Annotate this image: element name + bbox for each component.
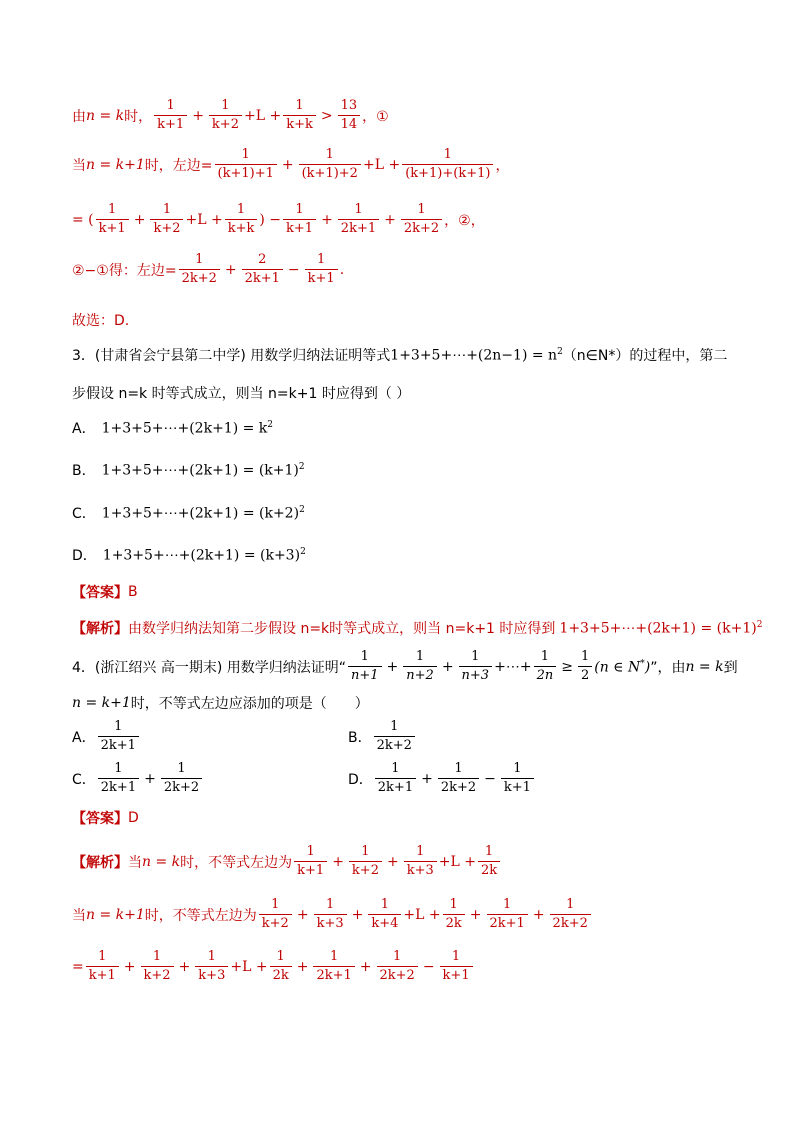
fraction: $\frac{1}{k+1}$ [440, 950, 473, 984]
fraction: $\frac{13}{14}$ [338, 99, 361, 133]
fraction: $\frac{1}{2k+1}$ [375, 762, 416, 796]
option-label: A． [72, 729, 96, 746]
math: n = k+1 [86, 156, 145, 173]
ellipsis: +L + [403, 906, 441, 923]
option-a[interactable] [72, 720, 141, 754]
fraction: $\frac{1}{2k+2}$ [438, 762, 479, 796]
fraction: $\frac{1}{2k+1}$ [487, 898, 528, 932]
fraction: $\frac{1}{(k+1)+(k+1)}$ [402, 148, 493, 182]
math: n = k [685, 658, 724, 675]
fraction: $\frac{1}{2k+2}$ [550, 898, 591, 932]
option-expr: 1+3+5+⋯+(2k+1) = $(k+1)^2$ [101, 461, 305, 479]
math: n = k [86, 107, 125, 124]
text: 当 [72, 907, 86, 924]
solution-line-3: = ( $\frac{1}{k+1}$ + $\frac{1}{k+2}$ +L + $\frac{1}{k+k}$ ) − $\frac{1}{k+1}$ + $\frac{1}{2k+1}$ + $\frac{1}{2k+2}$ ，②， [72, 202, 485, 236]
math: n = k [142, 853, 181, 870]
text: 3．(甘肃省会宁县第二中学) 用数学归纳法证明等式 [72, 348, 391, 364]
fraction: $\frac{1}{2k+2}$ [377, 950, 418, 984]
text: 当 [72, 157, 86, 174]
fraction: $\frac{1}{k+4}$ [368, 898, 401, 932]
analysis-tag: 【解析】 [72, 621, 128, 637]
fraction: $\frac{1}{2k+2}$ [179, 253, 220, 287]
fraction: $\frac{1}{k+2}$ [150, 203, 183, 237]
text: 时，不等式左边为 [180, 854, 293, 871]
text: 到 [723, 659, 738, 676]
option-a[interactable] [72, 418, 273, 438]
analysis-text: 由数学归纳法知第二步假设 n=k时等式成立，则当 n=k+1 时应得到 [128, 621, 556, 637]
option-expr: 1+3+5+⋯+(2k+1) = $(k+2)^2$ [101, 504, 305, 522]
option-label: B． [72, 463, 96, 479]
option-b[interactable] [348, 720, 417, 754]
math: 1+3+5+⋯+(2n−1) = $n^2$ [390, 346, 563, 364]
fraction: $\frac{1}{2k+2}$ [374, 720, 415, 754]
text: 4．(浙江绍兴 高一期末) 用数学归纳法证明“ [72, 659, 346, 676]
fraction: $\frac{1}{k+1}$ [294, 845, 327, 879]
option-c[interactable]: C． $\frac{1}{2k+1}$ + $\frac{1}{2k+2}$ [72, 762, 204, 796]
answer-4 [72, 808, 139, 828]
solution-line-1: 由 n = k 时， $\frac{1}{k+1}$ + $\frac{1}{k+2}$ +L + $\frac{1}{k+k}$ > $\frac{13}{14}$ ，① [72, 98, 389, 132]
fraction: $\frac{1}{k+1}$ [283, 203, 316, 237]
fraction: $\frac{1}{k+2}$ [349, 845, 382, 879]
fraction: $\frac{1}{k+1}$ [305, 253, 338, 287]
fraction: $\frac{1}{k+1}$ [501, 762, 534, 796]
solution-conclusion: 故选：D. [72, 313, 130, 329]
solution-line-2: 当 n = k+1 时，左边= $\frac{1}{(k+1)+1}$ + $\frac{1}{(k+1)+2}$ +L + $\frac{1}{(k+1)+(k+1)}$ ， [72, 147, 510, 181]
fraction: $\frac{1}{2k}$ [443, 898, 465, 932]
text: 时，不等式左边为 [144, 907, 257, 924]
option-label: D． [348, 771, 373, 788]
question-3-line-1 [72, 345, 727, 365]
fraction: $\frac{1}{2k+2}$ [161, 762, 202, 796]
answer-value: D [128, 810, 139, 826]
text: ，① [362, 108, 389, 125]
option-label: D． [72, 548, 97, 564]
fraction: $\frac{1}{2k+1}$ [313, 950, 354, 984]
analysis-3 [72, 618, 762, 638]
text: 时， [124, 108, 153, 125]
fraction: $\frac{1}{(k+1)+2}$ [299, 148, 361, 182]
fraction: $\frac{1}{k+1}$ [86, 950, 119, 984]
option-d[interactable] [72, 545, 306, 565]
option-label: A． [72, 421, 96, 437]
text: ②−①得：左边= [72, 262, 177, 279]
fraction: $\frac{1}{k+3}$ [195, 950, 228, 984]
option-label: C． [72, 771, 96, 788]
answer-3 [72, 582, 138, 602]
text: 当 [128, 854, 142, 871]
math: n = k+1 [86, 906, 145, 923]
option-c[interactable] [72, 503, 305, 523]
option-d[interactable]: D． $\frac{1}{2k+1}$ + $\frac{1}{2k+2}$ − $\frac{1}{k+1}$ [348, 762, 536, 796]
fraction: $\frac{1}{k+2}$ [141, 950, 174, 984]
question-4-line-2 [72, 693, 369, 713]
answer-tag: 【答案】 [72, 811, 128, 827]
fraction: $\frac{1}{k+2}$ [209, 99, 242, 133]
question-4-line-1: 4．(浙江绍兴 高一期末) 用数学归纳法证明“ $\frac{1}{n+1}$ + $\frac{1}{n+2}$ + $\frac{1}{n+3}$ +⋯+ $\frac{1}{2n}$ ≥ $\frac{1}{2}$ (n ∈ N*) ”，由 n = k 到 [72, 649, 738, 683]
fraction: $\frac{1}{2k+1}$ [338, 203, 379, 237]
fraction: $\frac{1}{2k+2}$ [401, 203, 442, 237]
ellipsis: +L + [185, 211, 223, 228]
answer-value: B [128, 584, 138, 600]
fraction: $\frac{1}{k+k}$ [225, 203, 258, 237]
fraction: $\frac{1}{n+2}$ [403, 650, 437, 684]
fraction: $\frac{1}{2k+1}$ [98, 762, 139, 796]
fraction: $\frac{1}{k+3}$ [314, 898, 347, 932]
answer-tag: 【答案】 [72, 585, 128, 601]
math: ) − [259, 211, 282, 228]
fraction: $\frac{1}{(k+1)+1}$ [215, 148, 277, 182]
analysis-4-line-2: 当 n = k+1 时，不等式左边为 $\frac{1}{k+2}$ + $\frac{1}{k+3}$ + $\frac{1}{k+4}$ +L + $\frac{1}{2k}$ + $\frac{1}{2k+1}$ + $\frac{1}{2k+2}$ [72, 898, 593, 932]
solution-line-4: ②−①得：左边= $\frac{1}{2k+2}$ + $\frac{2}{2k+1}$ − $\frac{1}{k+1}$ . [72, 252, 345, 286]
ellipsis: +L + [438, 853, 476, 870]
math: +⋯+ [494, 658, 532, 675]
fraction: $\frac{1}{2k+1}$ [98, 720, 139, 754]
fraction: $\frac{1}{k+k}$ [283, 99, 316, 133]
fraction: $\frac{1}{2k}$ [270, 950, 292, 984]
ellipsis: +L + [230, 958, 268, 975]
math: = ( [72, 211, 94, 228]
fraction: $\frac{1}{k+1}$ [154, 99, 187, 133]
text: （n∈N*）的过程中，第二 [562, 348, 728, 364]
fraction: $\frac{1}{k+2}$ [259, 898, 292, 932]
ellipsis: +L + [362, 156, 401, 173]
fraction: $\frac{1}{n+3}$ [459, 650, 493, 684]
option-label: B． [348, 729, 372, 746]
option-expr: 1+3+5+⋯+(2k+1) = $k^2$ [101, 419, 274, 437]
option-b[interactable] [72, 460, 305, 480]
analysis-4-line-3: = $\frac{1}{k+1}$ + $\frac{1}{k+2}$ + $\frac{1}{k+3}$ +L + $\frac{1}{2k}$ + $\frac{1}{2k+1}$ + $\frac{1}{2k+2}$ − $\frac{1}{k+1}$ [72, 950, 475, 984]
fraction: $\frac{1}{n+1}$ [348, 650, 382, 684]
fraction: $\frac{1}{2}$ [578, 650, 592, 684]
text: ”，由 [650, 659, 686, 676]
fraction: $\frac{1}{2k}$ [478, 845, 500, 879]
math: 1+3+5+⋯+(2k+1) = $(k+1)^2$ [559, 619, 763, 637]
math: n = k+1 [72, 695, 131, 711]
text: ， [495, 157, 510, 174]
fraction: $\frac{2}{2k+1}$ [242, 253, 283, 287]
fraction: $\frac{1}{k+1}$ [96, 203, 129, 237]
ellipsis: +L + [243, 107, 282, 124]
text: 时，不等式左边应添加的项是（ ） [130, 696, 369, 712]
math: = [72, 958, 84, 975]
analysis-tag: 【解析】 [72, 854, 128, 871]
text: ，②， [444, 212, 485, 229]
text: 时，左边= [144, 157, 213, 174]
question-3-line-2: 步假设 n=k 时等式成立，则当 n=k+1 时应得到（ ） [72, 386, 411, 402]
option-expr: 1+3+5+⋯+(2k+1) = $(k+3)^2$ [102, 546, 306, 564]
math: (n ∈ N*) [594, 658, 651, 676]
fraction: $\frac{1}{2n}$ [534, 650, 557, 684]
option-label: C． [72, 506, 96, 522]
text: 由 [72, 108, 86, 125]
text: . [339, 261, 345, 278]
analysis-4-line-1: 【解析】 当 n = k 时，不等式左边为 $\frac{1}{k+1}$ + $\frac{1}{k+2}$ + $\frac{1}{k+3}$ +L + $\frac{1}{2k}$ [72, 845, 502, 879]
fraction: $\frac{1}{k+3}$ [404, 845, 437, 879]
